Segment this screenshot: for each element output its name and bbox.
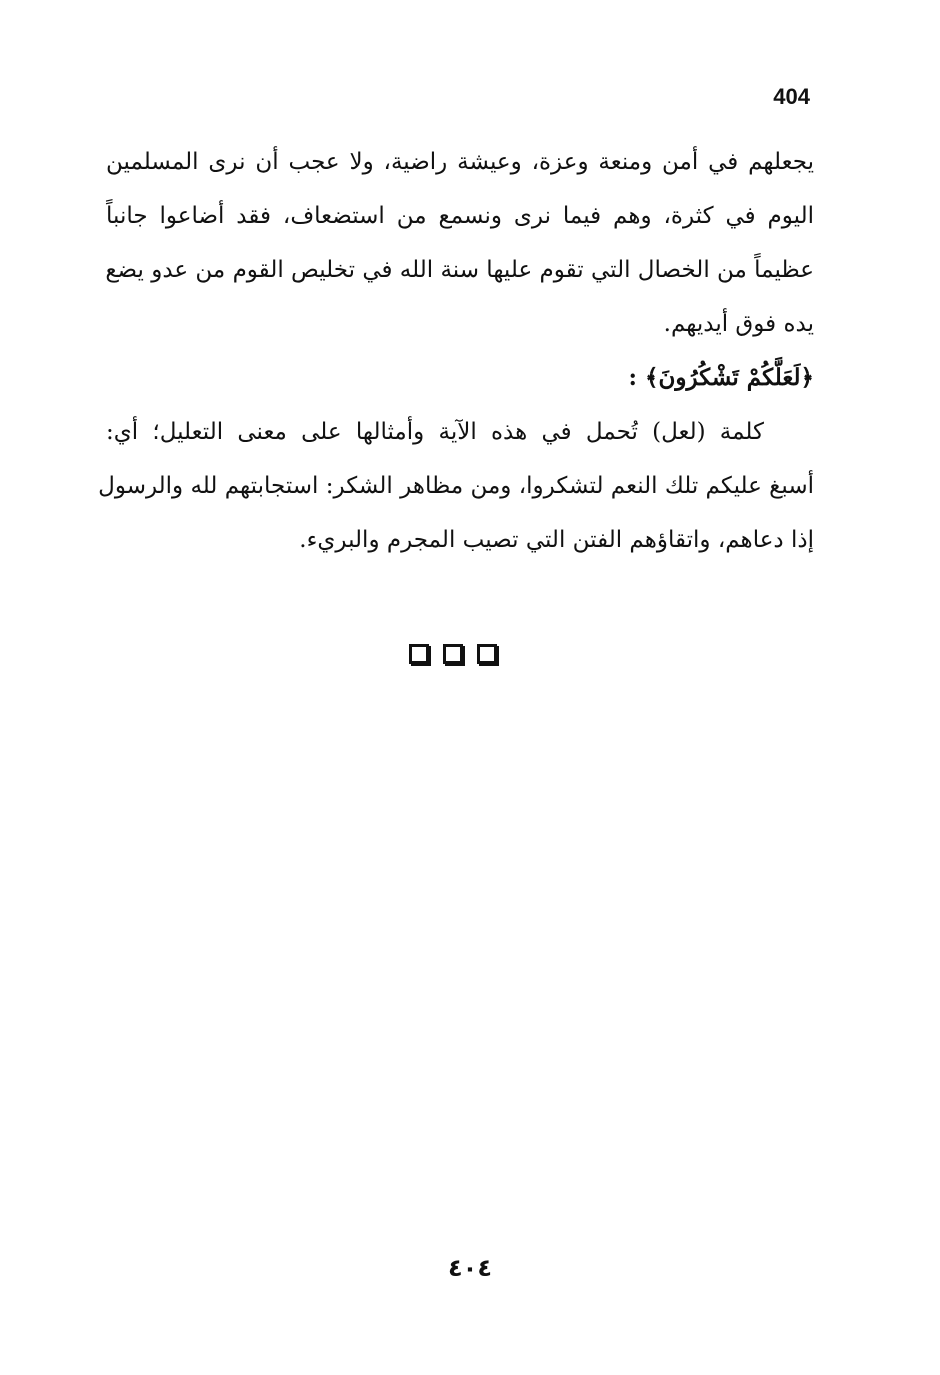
paragraph-line: إذا دعاهم، واتقاؤهم الفتن التي تصيب المجرم والبريء. bbox=[299, 527, 814, 553]
separator-square-icon bbox=[477, 644, 497, 664]
paragraph-line: يجعلهم في أمن ومنعة وعزة، وعيشة راضية، ولا عجب أن نرى المسلمين bbox=[106, 149, 814, 175]
paragraph-line: يده فوق أيديهم. bbox=[663, 311, 814, 337]
separator-square-icon bbox=[443, 644, 463, 664]
verse-close-bracket: ﴾ bbox=[644, 364, 659, 391]
paragraph-line: كلمة (لعل) تُحمل في هذه الآية وأمثالها على معنى التعليل؛ أي: bbox=[106, 419, 764, 445]
page-number-top: 404 bbox=[773, 84, 810, 109]
verse-suffix: : bbox=[628, 364, 645, 391]
paragraph-line: اليوم في كثرة، وهم فيما نرى ونسمع من استضعاف، فقد أضاعوا جانباً bbox=[106, 203, 814, 229]
verse-open-bracket: ﴿ bbox=[800, 364, 814, 391]
section-separator bbox=[409, 644, 497, 664]
paragraph-line: عظيماً من الخصال التي تقوم عليها سنة الله في تخليص القوم من عدو يضع bbox=[105, 257, 814, 283]
separator-square-icon bbox=[409, 644, 429, 664]
verse-heading bbox=[106, 351, 814, 405]
body-text bbox=[98, 135, 814, 567]
paragraph-line: أسبغ عليكم تلك النعم لتشكروا، ومن مظاهر الشكر: استجابتهم لله والرسول bbox=[98, 473, 814, 499]
verse-text: لَعَلَّكُمْ تَشْكُرُونَ bbox=[658, 364, 801, 391]
page-number-bottom: ٤٠٤ bbox=[448, 1254, 492, 1282]
